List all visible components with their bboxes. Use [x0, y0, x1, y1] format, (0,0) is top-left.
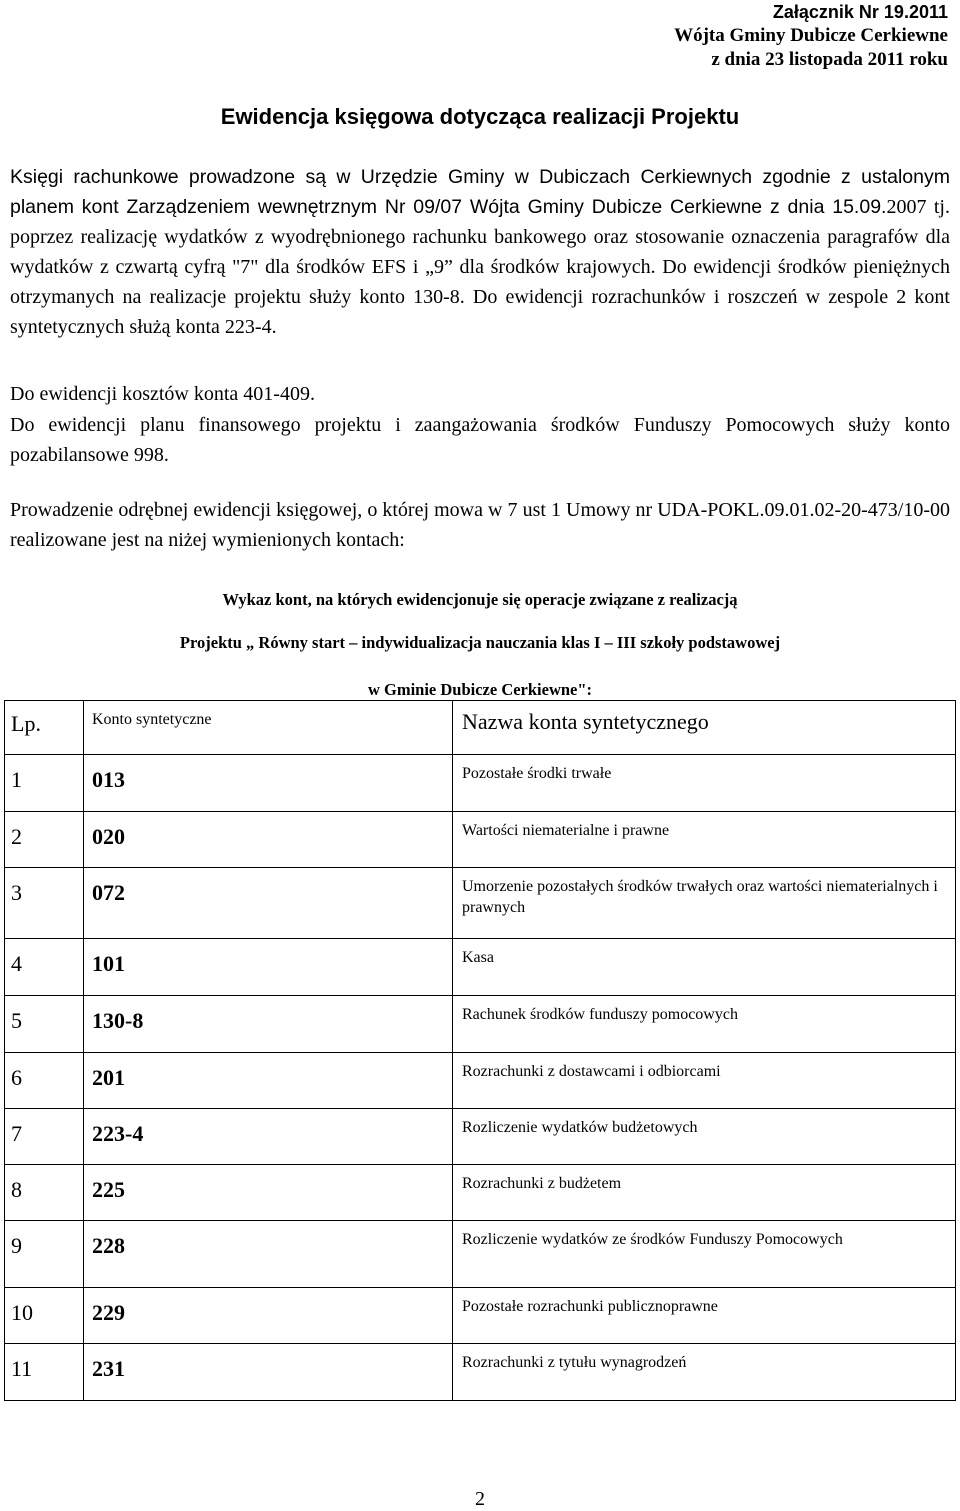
paragraph-separate-records-text: Prowadzenie odrębnej ewidencji księgowej, o której mowa w 7 ust 1 Umowy nr UDA-POKL.09.01.02-20-473/10-00 realizowane jest na niżej wymienionych kontach:	[10, 499, 950, 551]
table-row	[5, 755, 956, 812]
table-row	[5, 996, 956, 1053]
paragraph-accounting-books	[10, 162, 950, 342]
table-header-row	[5, 701, 956, 755]
table-row	[5, 1221, 956, 1288]
row-nazwa: Rozrachunki z dostawcami i odbiorcami	[453, 1053, 956, 1109]
attachment-issuer: Wójta Gminy Dubicze Cerkiewne	[674, 25, 948, 46]
table-row	[5, 939, 956, 996]
row-konto: 231	[84, 1344, 453, 1401]
row-lp: 3	[5, 868, 84, 939]
row-nazwa: Rozliczenie wydatków ze środków Funduszy Pomocowych	[453, 1221, 956, 1288]
page-number: 2	[475, 1488, 485, 1510]
paragraph-costs-text: Do ewidencji kosztów konta 401-409.	[10, 383, 315, 405]
paragraph-accounting-books-part1: Księgi rachunkowe prowadzone są w Urzędzie Gminy w Dubiczach Cerkiewnych zgodnie z ustalonym planem kont Zarządzeniem wewnętrznym Nr 09/07 Wójta Gminy Dubicze Cerkiewne z dnia 15.09.	[10, 166, 950, 218]
row-lp: 7	[5, 1109, 84, 1165]
row-konto: 228	[84, 1221, 453, 1288]
row-konto: 013	[84, 755, 453, 812]
row-lp: 9	[5, 1221, 84, 1288]
row-lp: 2	[5, 812, 84, 868]
row-lp: 8	[5, 1165, 84, 1221]
row-nazwa: Wartości niematerialne i prawne	[453, 812, 956, 868]
row-lp: 10	[5, 1288, 84, 1344]
list-heading-line2: Projektu „ Równy start – indywidualizacja nauczania klas I – III szkoły podstawowej	[179, 633, 781, 652]
row-lp: 6	[5, 1053, 84, 1109]
row-nazwa: Pozostałe rozrachunki publicznoprawne	[453, 1288, 956, 1344]
table-row	[5, 1288, 956, 1344]
row-lp: 4	[5, 939, 84, 996]
header-konto: Konto syntetyczne	[84, 701, 453, 755]
attachment-date: z dnia 23 listopada 2011 roku	[711, 49, 948, 70]
accounts-table	[4, 700, 956, 1401]
paragraph-separate-records	[10, 495, 950, 555]
row-konto: 225	[84, 1165, 453, 1221]
list-heading-line3: w Gminie Dubicze Cerkiewne":	[367, 680, 593, 699]
attachment-header	[674, 0, 948, 72]
row-lp: 5	[5, 996, 84, 1053]
document-title: Ewidencja księgowa dotycząca realizacji Projektu	[220, 104, 740, 129]
row-lp: 11	[5, 1344, 84, 1401]
row-nazwa: Rozrachunki z tytułu wynagrodzeń	[453, 1344, 956, 1401]
list-heading-line1: Wykaz kont, na których ewidencjonuje się operacje związane z realizacją	[222, 590, 738, 609]
row-konto: 020	[84, 812, 453, 868]
paragraph-financial-plan-text: Do ewidencji planu finansowego projektu i zaangażowania środków Funduszy Pomocowych służy konto pozabilansowe 998.	[10, 414, 950, 466]
header-nazwa: Nazwa konta syntetycznego	[453, 701, 956, 755]
table-row	[5, 1165, 956, 1221]
row-konto: 101	[84, 939, 453, 996]
row-nazwa: Rachunek środków funduszy pomocowych	[453, 996, 956, 1053]
header-lp: Lp.	[5, 701, 84, 755]
row-konto: 130-8	[84, 996, 453, 1053]
row-konto: 229	[84, 1288, 453, 1344]
attachment-number: Załącznik Nr 19.2011	[772, 2, 948, 22]
paragraph-accounting-books-part2: 2007 tj. poprzez realizację wydatków z wyodrębnionego rachunku bankowego oraz stosowanie oznaczenia paragrafów dla wydatków z czwartą cyfrą "7" dla środków EFS i „9” dla środków krajowych. Do ewidencji środków pieniężnych otrzymanych na realizacje projektu służy konto 130-8. Do ewidencji rozrachunków i roszczeń w zespole 2 kont syntetycznych służą konta 223-4.	[10, 196, 950, 338]
row-lp: 1	[5, 755, 84, 812]
row-nazwa: Umorzenie pozostałych środków trwałych oraz wartości niematerialnych i prawnych	[453, 868, 956, 939]
row-nazwa: Kasa	[453, 939, 956, 996]
paragraph-financial-plan	[10, 410, 950, 470]
row-nazwa: Rozliczenie wydatków budżetowych	[453, 1109, 956, 1165]
table-row	[5, 1053, 956, 1109]
table-row	[5, 1344, 956, 1401]
table-row	[5, 1109, 956, 1165]
row-konto: 072	[84, 868, 453, 939]
row-nazwa: Pozostałe środki trwałe	[453, 755, 956, 812]
table-row	[5, 868, 956, 939]
row-nazwa: Rozrachunki z budżetem	[453, 1165, 956, 1221]
table-row	[5, 812, 956, 868]
row-konto: 201	[84, 1053, 453, 1109]
paragraph-costs	[10, 379, 950, 409]
row-konto: 223-4	[84, 1109, 453, 1165]
